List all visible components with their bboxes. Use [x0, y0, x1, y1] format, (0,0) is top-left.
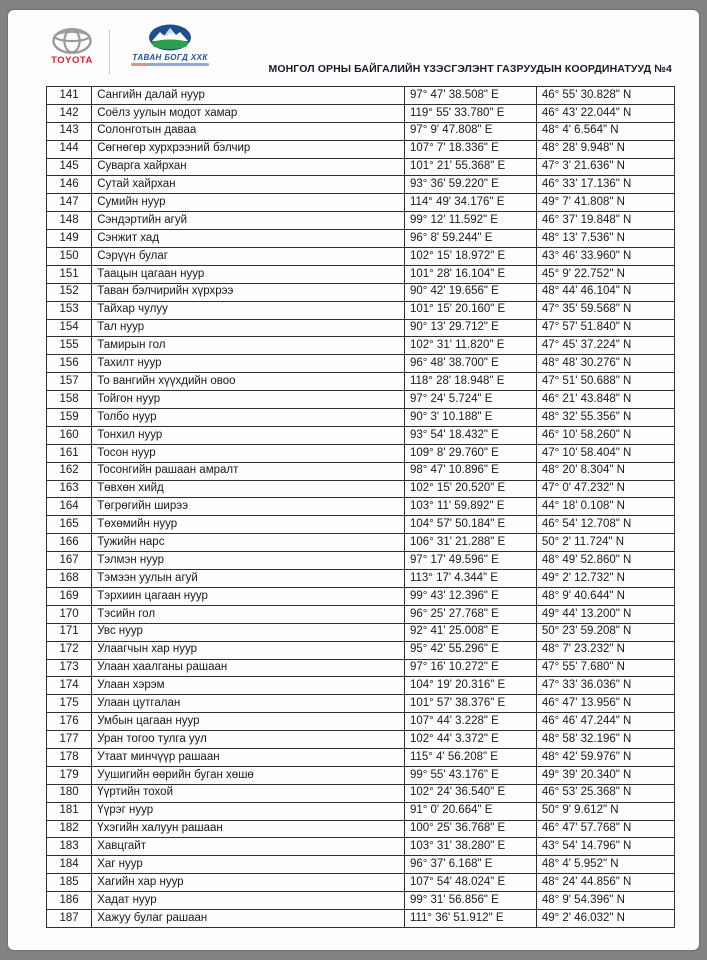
table-row — [47, 426, 675, 444]
latitude-cell: 49° 7' 41.808" N — [536, 194, 674, 212]
table-row — [47, 874, 675, 892]
latitude-cell: 50° 9' 9.612" N — [536, 802, 674, 820]
table-row — [47, 498, 675, 516]
place-name-cell: То вангийн хүүхдийн овоо — [92, 373, 405, 391]
longitude-cell: 90° 13' 29.712" E — [404, 319, 536, 337]
longitude-cell: 101° 21' 55.368" E — [404, 158, 536, 176]
place-name-cell: Сутай хайрхан — [92, 176, 405, 194]
row-number-cell: 145 — [47, 158, 92, 176]
longitude-cell: 92° 41' 25.008" E — [404, 623, 536, 641]
table-row — [47, 838, 675, 856]
latitude-cell: 50° 23' 59.208" N — [536, 623, 674, 641]
place-name-cell: Улаан хэрэм — [92, 677, 405, 695]
latitude-cell: 48° 49' 52.860" N — [536, 552, 674, 570]
table-row — [47, 784, 675, 802]
longitude-cell: 93° 54' 18.432" E — [404, 426, 536, 444]
latitude-cell: 48° 28' 9.948" N — [536, 140, 674, 158]
row-number-cell: 167 — [47, 552, 92, 570]
longitude-cell: 101° 28' 16.104" E — [404, 265, 536, 283]
table-row — [47, 713, 675, 731]
row-number-cell: 160 — [47, 426, 92, 444]
coordinates-table — [46, 86, 675, 928]
latitude-cell: 47° 55' 7.680" N — [536, 659, 674, 677]
latitude-cell: 48° 4' 5.952" N — [536, 856, 674, 874]
longitude-cell: 107° 7' 18.336" E — [404, 140, 536, 158]
table-row — [47, 319, 675, 337]
longitude-cell: 97° 47' 38.508" E — [404, 87, 536, 105]
place-name-cell: Төвхөн хийд — [92, 480, 405, 498]
place-name-cell: Төгрөгийн ширээ — [92, 498, 405, 516]
latitude-cell: 46° 55' 30.828" N — [536, 87, 674, 105]
place-name-cell: Тэсийн гол — [92, 605, 405, 623]
longitude-cell: 118° 28' 18.948" E — [404, 373, 536, 391]
table-row — [47, 355, 675, 373]
latitude-cell: 48° 9' 54.396" N — [536, 892, 674, 910]
row-number-cell: 177 — [47, 731, 92, 749]
place-name-cell: Сэрүүн булаг — [92, 248, 405, 266]
row-number-cell: 146 — [47, 176, 92, 194]
latitude-cell: 46° 33' 17.136" N — [536, 176, 674, 194]
table-row — [47, 158, 675, 176]
latitude-cell: 46° 37' 19.848" N — [536, 212, 674, 230]
place-name-cell: Сэнжит хад — [92, 230, 405, 248]
longitude-cell: 96° 48' 38.700" E — [404, 355, 536, 373]
place-name-cell: Солонготын даваа — [92, 122, 405, 140]
table-row — [47, 587, 675, 605]
table-row — [47, 909, 675, 927]
place-name-cell: Үхэгийн халуун рашаан — [92, 820, 405, 838]
table-row — [47, 856, 675, 874]
longitude-cell: 90° 3' 10.188" E — [404, 409, 536, 427]
longitude-cell: 115° 4' 56.208" E — [404, 748, 536, 766]
place-name-cell: Тэлмэн нуур — [92, 552, 405, 570]
place-name-cell: Хагийн хар нуур — [92, 874, 405, 892]
longitude-cell: 106° 31' 21.288" E — [404, 534, 536, 552]
table-row — [47, 802, 675, 820]
place-name-cell: Тэрхиин цагаан нуур — [92, 587, 405, 605]
place-name-cell: Хавцгайт — [92, 838, 405, 856]
latitude-cell: 48° 44' 46.104" N — [536, 283, 674, 301]
place-name-cell: Төхөмийн нуур — [92, 516, 405, 534]
row-number-cell: 185 — [47, 874, 92, 892]
latitude-cell: 48° 24' 44.856" N — [536, 874, 674, 892]
place-name-cell: Улаан цутгалан — [92, 695, 405, 713]
longitude-cell: 90° 42' 19.656" E — [404, 283, 536, 301]
place-name-cell: Сөгнөгөр хурхрээний бэлчир — [92, 140, 405, 158]
table-row — [47, 337, 675, 355]
table-row — [47, 731, 675, 749]
longitude-cell: 96° 25' 27.768" E — [404, 605, 536, 623]
latitude-cell: 47° 57' 51.840" N — [536, 319, 674, 337]
longitude-cell: 101° 15' 20.160" E — [404, 301, 536, 319]
place-name-cell: Суварга хайрхан — [92, 158, 405, 176]
table-row — [47, 301, 675, 319]
longitude-cell: 95° 42' 55.296" E — [404, 641, 536, 659]
logo-divider — [109, 30, 110, 74]
longitude-cell: 107° 44' 3.228" E — [404, 713, 536, 731]
longitude-cell: 91° 0' 20.664" E — [404, 802, 536, 820]
place-name-cell: Утаат минчүүр рашаан — [92, 748, 405, 766]
longitude-cell: 99° 55' 43.176" E — [404, 766, 536, 784]
place-name-cell: Увс нуур — [92, 623, 405, 641]
table-row — [47, 265, 675, 283]
table-row — [47, 534, 675, 552]
longitude-cell: 119° 55' 33.780" E — [404, 104, 536, 122]
table-row — [47, 140, 675, 158]
table-row — [47, 230, 675, 248]
latitude-cell: 48° 13' 7.536" N — [536, 230, 674, 248]
row-number-cell: 142 — [47, 104, 92, 122]
place-name-cell: Тонхил нуур — [92, 426, 405, 444]
latitude-cell: 48° 48' 30.276" N — [536, 355, 674, 373]
row-number-cell: 162 — [47, 462, 92, 480]
row-number-cell: 178 — [47, 748, 92, 766]
row-number-cell: 153 — [47, 301, 92, 319]
place-name-cell: Улаан хаалганы рашаан — [92, 659, 405, 677]
place-name-cell: Тал нуур — [92, 319, 405, 337]
place-name-cell: Улаагчын хар нуур — [92, 641, 405, 659]
table-row — [47, 570, 675, 588]
latitude-cell: 46° 43' 22.044" N — [536, 104, 674, 122]
table-row — [47, 409, 675, 427]
place-name-cell: Умбын цагаан нуур — [92, 713, 405, 731]
row-number-cell: 184 — [47, 856, 92, 874]
page-title: МОНГОЛ ОРНЫ БАЙГАЛИЙН ҮЗЭСГЭЛЭНТ ГАЗРУУДЫН КООРДИНАТУУД №4 — [268, 63, 672, 75]
row-number-cell: 143 — [47, 122, 92, 140]
table-row — [47, 283, 675, 301]
longitude-cell: 102° 44' 3.372" E — [404, 731, 536, 749]
longitude-cell: 97° 17' 49.596" E — [404, 552, 536, 570]
latitude-cell: 43° 54' 14.796" N — [536, 838, 674, 856]
longitude-cell: 103° 31' 38.280" E — [404, 838, 536, 856]
row-number-cell: 164 — [47, 498, 92, 516]
longitude-cell: 104° 19' 20.316" E — [404, 677, 536, 695]
row-number-cell: 183 — [47, 838, 92, 856]
place-name-cell: Тосон нуур — [92, 444, 405, 462]
table-row — [47, 122, 675, 140]
latitude-cell: 49° 39' 20.340" N — [536, 766, 674, 784]
table-row — [47, 677, 675, 695]
latitude-cell: 46° 47' 13.956" N — [536, 695, 674, 713]
row-number-cell: 169 — [47, 587, 92, 605]
toyota-wordmark: TOYOTA — [51, 55, 93, 66]
place-name-cell: Тахилт нуур — [92, 355, 405, 373]
latitude-cell: 47° 45' 37.224" N — [536, 337, 674, 355]
latitude-cell: 46° 54' 12.708" N — [536, 516, 674, 534]
row-number-cell: 187 — [47, 909, 92, 927]
latitude-cell: 46° 21' 43.848" N — [536, 391, 674, 409]
row-number-cell: 161 — [47, 444, 92, 462]
table-row — [47, 892, 675, 910]
longitude-cell: 100° 25' 36.768" E — [404, 820, 536, 838]
row-number-cell: 173 — [47, 659, 92, 677]
longitude-cell: 98° 47' 10.896" E — [404, 462, 536, 480]
row-number-cell: 163 — [47, 480, 92, 498]
mountain-emblem-icon — [122, 24, 218, 51]
table-row — [47, 552, 675, 570]
latitude-cell: 43° 46' 33.960" N — [536, 248, 674, 266]
latitude-cell: 46° 10' 58.260" N — [536, 426, 674, 444]
latitude-cell: 48° 58' 32.196" N — [536, 731, 674, 749]
longitude-cell: 114° 49' 34.176" E — [404, 194, 536, 212]
longitude-cell: 109° 8' 29.760" E — [404, 444, 536, 462]
place-name-cell: Уушигийн өөрийн буган хөшө — [92, 766, 405, 784]
latitude-cell: 46° 47' 57.768" N — [536, 820, 674, 838]
longitude-cell: 97° 16' 10.272" E — [404, 659, 536, 677]
row-number-cell: 154 — [47, 319, 92, 337]
company-name: ТАВАН БОГД ХХК — [132, 53, 208, 62]
place-name-cell: Тойгон нуур — [92, 391, 405, 409]
longitude-cell: 97° 24' 5.724" E — [404, 391, 536, 409]
row-number-cell: 175 — [47, 695, 92, 713]
longitude-cell: 102° 24' 36.540" E — [404, 784, 536, 802]
longitude-cell: 99° 31' 56.856" E — [404, 892, 536, 910]
longitude-cell: 107° 54' 48.024" E — [404, 874, 536, 892]
longitude-cell: 99° 43' 12.396" E — [404, 587, 536, 605]
latitude-cell: 48° 4' 6.564" N — [536, 122, 674, 140]
table-row — [47, 766, 675, 784]
row-number-cell: 144 — [47, 140, 92, 158]
place-name-cell: Үүрэг нуур — [92, 802, 405, 820]
row-number-cell: 157 — [47, 373, 92, 391]
table-row — [47, 194, 675, 212]
row-number-cell: 158 — [47, 391, 92, 409]
place-name-cell: Хадат нуур — [92, 892, 405, 910]
table-row — [47, 480, 675, 498]
document-page — [8, 10, 699, 950]
longitude-cell: 113° 17' 4.344" E — [404, 570, 536, 588]
latitude-cell: 46° 53' 25.368" N — [536, 784, 674, 802]
longitude-cell: 96° 37' 6.168" E — [404, 856, 536, 874]
longitude-cell: 97° 9' 47.808" E — [404, 122, 536, 140]
table-row — [47, 605, 675, 623]
latitude-cell: 47° 3' 21.636" N — [536, 158, 674, 176]
table-row — [47, 659, 675, 677]
table-row — [47, 391, 675, 409]
table-row — [47, 820, 675, 838]
longitude-cell: 99° 12' 11.592" E — [404, 212, 536, 230]
place-name-cell: Тэмээн уулын агуй — [92, 570, 405, 588]
place-name-cell: Тамирын гол — [92, 337, 405, 355]
longitude-cell: 102° 15' 18.972" E — [404, 248, 536, 266]
table-row — [47, 641, 675, 659]
longitude-cell: 93° 36' 59.220" E — [404, 176, 536, 194]
latitude-cell: 48° 42' 59.976" N — [536, 748, 674, 766]
place-name-cell: Сангийн далай нуур — [92, 87, 405, 105]
latitude-cell: 49° 44' 13.200" N — [536, 605, 674, 623]
longitude-cell: 96° 8' 59.244" E — [404, 230, 536, 248]
longitude-cell: 102° 31' 11.820" E — [404, 337, 536, 355]
row-number-cell: 171 — [47, 623, 92, 641]
row-number-cell: 156 — [47, 355, 92, 373]
toyota-emblem-icon — [46, 28, 98, 54]
row-number-cell: 148 — [47, 212, 92, 230]
latitude-cell: 44° 18' 0.108" N — [536, 498, 674, 516]
row-number-cell: 176 — [47, 713, 92, 731]
longitude-cell: 101° 57' 38.376" E — [404, 695, 536, 713]
row-number-cell: 159 — [47, 409, 92, 427]
row-number-cell: 141 — [47, 87, 92, 105]
table-row — [47, 516, 675, 534]
row-number-cell: 168 — [47, 570, 92, 588]
longitude-cell: 111° 36' 51.912" E — [404, 909, 536, 927]
place-name-cell: Таван бэлчирийн хүрхрээ — [92, 283, 405, 301]
latitude-cell: 47° 33' 36.036" N — [536, 677, 674, 695]
longitude-cell: 104° 57' 50.184" E — [404, 516, 536, 534]
table-row — [47, 373, 675, 391]
table-row — [47, 212, 675, 230]
row-number-cell: 150 — [47, 248, 92, 266]
row-number-cell: 181 — [47, 802, 92, 820]
table-row — [47, 748, 675, 766]
place-name-cell: Соёлз уулын модот хамар — [92, 104, 405, 122]
row-number-cell: 172 — [47, 641, 92, 659]
toyota-logo — [46, 28, 98, 66]
row-number-cell: 165 — [47, 516, 92, 534]
table-row — [47, 695, 675, 713]
row-number-cell: 179 — [47, 766, 92, 784]
row-number-cell: 182 — [47, 820, 92, 838]
row-number-cell: 147 — [47, 194, 92, 212]
row-number-cell: 155 — [47, 337, 92, 355]
table-row — [47, 462, 675, 480]
latitude-cell: 48° 7' 23.232" N — [536, 641, 674, 659]
place-name-cell: Үүртийн тохой — [92, 784, 405, 802]
table-row — [47, 248, 675, 266]
row-number-cell: 180 — [47, 784, 92, 802]
longitude-cell: 103° 11' 59.892" E — [404, 498, 536, 516]
place-name-cell: Хаг нуур — [92, 856, 405, 874]
place-name-cell: Сэндэртийн агуй — [92, 212, 405, 230]
place-name-cell: Тайхар чулуу — [92, 301, 405, 319]
row-number-cell: 152 — [47, 283, 92, 301]
tavan-bogd-logo — [122, 24, 218, 66]
document-header — [8, 18, 699, 86]
place-name-cell: Толбо нуур — [92, 409, 405, 427]
latitude-cell: 47° 10' 58.404" N — [536, 444, 674, 462]
row-number-cell: 186 — [47, 892, 92, 910]
row-number-cell: 149 — [47, 230, 92, 248]
latitude-cell: 50° 2' 11.724" N — [536, 534, 674, 552]
logo-tagline — [131, 63, 209, 66]
latitude-cell: 48° 32' 55.356" N — [536, 409, 674, 427]
latitude-cell: 47° 35' 59.568" N — [536, 301, 674, 319]
row-number-cell: 170 — [47, 605, 92, 623]
latitude-cell: 45° 9' 22.752" N — [536, 265, 674, 283]
latitude-cell: 49° 2' 12.732" N — [536, 570, 674, 588]
latitude-cell: 47° 51' 50.688" N — [536, 373, 674, 391]
row-number-cell: 174 — [47, 677, 92, 695]
table-row — [47, 87, 675, 105]
latitude-cell: 49° 2' 46.032" N — [536, 909, 674, 927]
place-name-cell: Сумийн нуур — [92, 194, 405, 212]
latitude-cell: 46° 46' 47.244" N — [536, 713, 674, 731]
row-number-cell: 151 — [47, 265, 92, 283]
row-number-cell: 166 — [47, 534, 92, 552]
place-name-cell: Хажуу булаг рашаан — [92, 909, 405, 927]
longitude-cell: 102° 15' 20.520" E — [404, 480, 536, 498]
coordinates-table-body — [47, 87, 675, 928]
table-row — [47, 444, 675, 462]
place-name-cell: Тужийн нарс — [92, 534, 405, 552]
latitude-cell: 47° 0' 47.232" N — [536, 480, 674, 498]
latitude-cell: 48° 9' 40.644" N — [536, 587, 674, 605]
place-name-cell: Таацын цагаан нуур — [92, 265, 405, 283]
table-row — [47, 623, 675, 641]
place-name-cell: Тосонгийн рашаан амралт — [92, 462, 405, 480]
latitude-cell: 48° 20' 8.304" N — [536, 462, 674, 480]
place-name-cell: Уран тогоо тулга уул — [92, 731, 405, 749]
table-row — [47, 104, 675, 122]
table-row — [47, 176, 675, 194]
